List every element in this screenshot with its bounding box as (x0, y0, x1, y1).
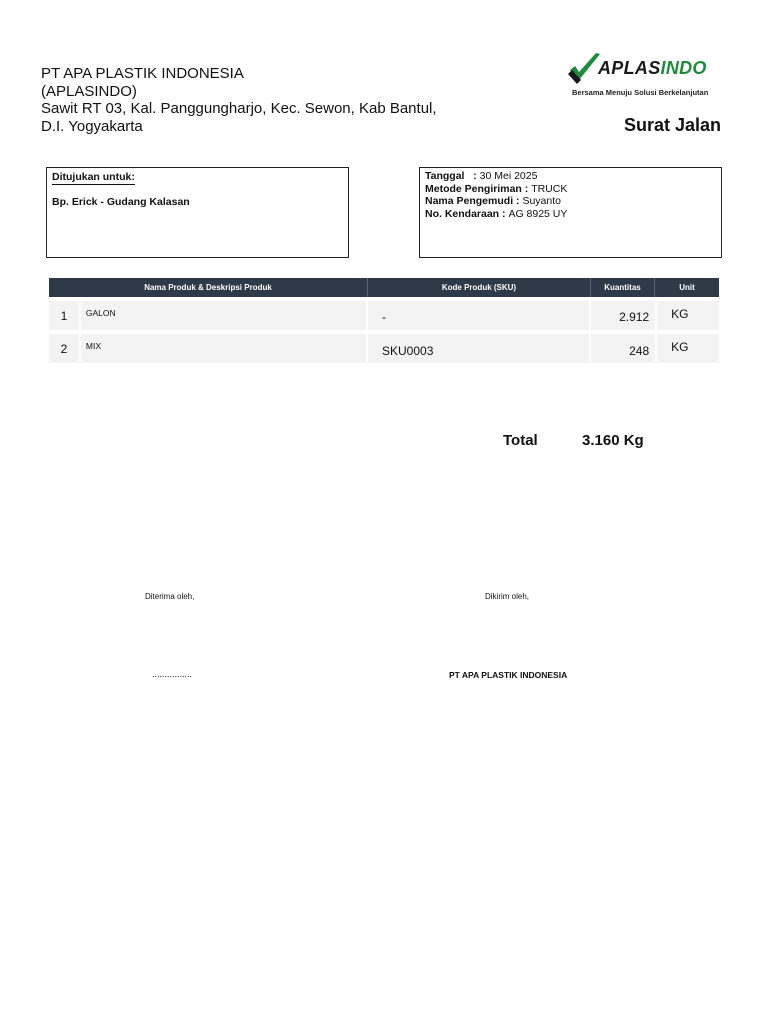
driver-label: Nama Pengemudi : (425, 195, 523, 207)
row-number: 1 (49, 301, 79, 330)
header-sku: Kode Produk (SKU) (368, 278, 591, 297)
vehicle-value: AG 8925 UY (508, 207, 568, 220)
table-header (49, 278, 719, 297)
company-name: PT APA PLASTIK INDONESIA (41, 65, 244, 82)
recipient-name: Bp. Erick - Gudang Kalasan (52, 196, 190, 208)
company-short-name: (APLASINDO) (41, 82, 137, 100)
product-sku: - (368, 301, 589, 330)
product-table (49, 278, 719, 363)
method-line (425, 183, 567, 196)
date-label: Tanggal (425, 170, 465, 182)
table-row (49, 301, 719, 330)
header-quantity: Kuantitas (591, 278, 655, 297)
total-label: Total (503, 432, 538, 449)
product-unit: KG (657, 301, 719, 330)
company-address-line-1: Sawit RT 03, Kal. Panggungharjo, Kec. Sewon, Kab Bantul, (41, 100, 437, 117)
received-by-signature: ................ (152, 669, 193, 679)
product-quantity: 248 (591, 334, 655, 363)
shipment-info-box (419, 167, 722, 258)
vehicle-label: No. Kendaraan : (425, 207, 509, 220)
logo-text-green: INDO (660, 58, 707, 78)
date-value: 30 Mei 2025 (479, 170, 538, 182)
driver-value: Suyanto (522, 195, 561, 207)
logo-tagline: Bersama Menuju Solusi Berkelanjutan (572, 88, 709, 97)
product-name: GALON (81, 301, 366, 330)
received-by-label: Diterima oleh, (145, 592, 195, 601)
product-name: MIX (81, 334, 366, 363)
date-separator: : (464, 170, 480, 182)
logo-wordmark (598, 58, 707, 79)
sent-by-label: Dikirim oleh, (485, 592, 530, 601)
logo-text-dark: APLAS (598, 58, 661, 78)
table-row (49, 334, 719, 363)
product-quantity: 2.912 (591, 301, 655, 330)
document-title: Surat Jalan (623, 115, 721, 135)
company-info (41, 65, 437, 135)
product-sku: SKU0003 (368, 334, 589, 363)
header-product-name: Nama Produk & Deskripsi Produk (49, 278, 368, 297)
recipient-box (46, 167, 349, 258)
total-value: 3.160 Kg (582, 432, 644, 449)
method-value: TRUCK (531, 182, 568, 195)
header-unit: Unit (679, 283, 695, 292)
product-unit: KG (657, 334, 719, 363)
company-address-line-2: D.I. Yogyakarta (41, 117, 143, 135)
method-label: Metode Pengiriman : (425, 182, 532, 195)
driver-line (425, 195, 567, 208)
row-number: 2 (49, 334, 79, 363)
recipient-label: Ditujukan untuk: (52, 171, 135, 183)
vehicle-line (425, 208, 567, 221)
company-logo (566, 50, 722, 100)
sent-by-signature: PT APA PLASTIK INDONESIA (449, 670, 568, 680)
date-line (425, 170, 567, 183)
